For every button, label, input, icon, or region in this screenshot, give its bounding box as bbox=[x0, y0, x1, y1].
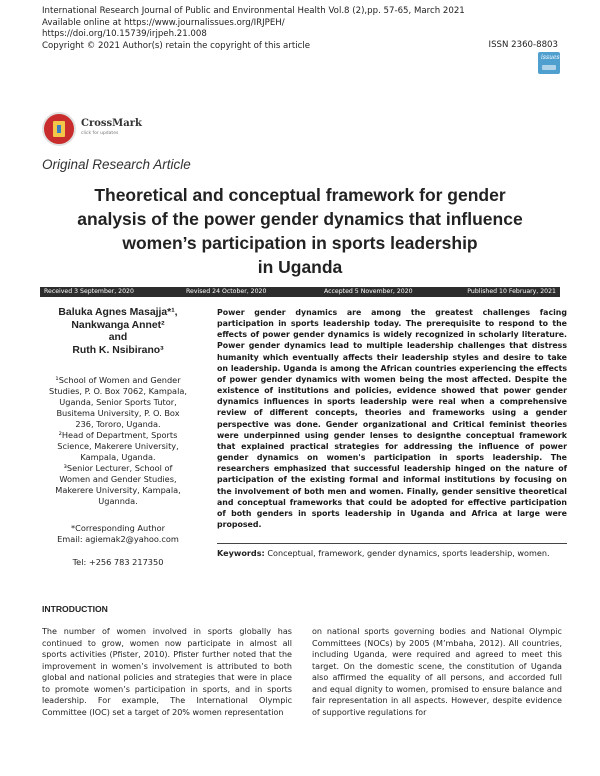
dates-bar bbox=[40, 287, 560, 297]
section-heading: INTRODUCTION bbox=[42, 604, 108, 614]
author-conjunction: and bbox=[108, 332, 128, 343]
revised-date: Revised 24 October, 2020 bbox=[186, 288, 267, 295]
affiliation-line: Women and Gender Studies, bbox=[59, 474, 177, 484]
article-title bbox=[40, 183, 560, 279]
abstract: Power gender dynamics are among the greatest challenges facing participation in sports leadership today. The prerequisite to respond to the effects of power gender dynamics is widely recognized in scholarly literature. Power gender dynamics lead to multiple leadership challenges that distress humanity which eventually affects their leadership styles and desire to take on leadership. Uganda is among the African countries experiencing the effects of power gender dynamics with women being the most affected. Despite the existence of institutions and policies, evidence showed that power gender dynamics influences in sports leadership were real when a comprehensive review of different concepts, theories and frameworks using a gender perspective was done. Gender organizational and Critical feminist theories were underpinned using gender lenses to designthe conceptual framework that explained practical strategies for addressing the influence of power gender dynamics on women's participation in sports leadership. The researchers emphasized that successful leadership hinged on the nature of participation of the existing formal and informal institutions by focusing on the involvement of both men and women. Finally, gender sensitive theoretical and conceptual frameworks that could be adopted for effective participation of both genders in sports leadership in Uganda and Africa at large were proposed. bbox=[217, 308, 567, 529]
intro-column-2: on national sports governing bodies and National Olympic Committees (NOCs) by 2005 (M’mbaha, 2012). All countries, including Uganda, were required and agreed to meet this target. On the domestic scene, the constitution of Uganda also affirmed the equality of all persons, and accorded full and equal dignity to women, promised to ensure balance and fair representation in all aspects. However, despite evidence of supportive regulations for bbox=[312, 627, 562, 717]
affiliation-line: 236, Tororo, Uganda. bbox=[75, 419, 161, 429]
published-date: Published 10 February, 2021 bbox=[467, 288, 556, 295]
journal-header bbox=[42, 6, 562, 52]
affiliation-line: Studies, P. O. Box 7062, Kampala, bbox=[49, 386, 187, 396]
affiliation-line: ³Senior Lecturer, School of bbox=[63, 463, 173, 473]
telephone: Tel: +256 783 217350 bbox=[72, 557, 164, 567]
keywords bbox=[217, 548, 567, 558]
doi-link[interactable]: https://doi.org/10.15739/irjpeh.21.008 bbox=[42, 29, 207, 39]
affiliations bbox=[40, 375, 196, 507]
corresponding-author bbox=[40, 523, 196, 545]
journal-url[interactable]: Available online at https://www.journalissues.org/IRJPEH/ bbox=[42, 17, 285, 28]
corresponding-email[interactable]: Email: agiemak2@yahoo.com bbox=[57, 534, 179, 544]
title-line: women’s participation in sports leadership bbox=[122, 233, 478, 253]
intro-column-1: The number of women involved in sports globally has continued to grow, women now participate in almost all sports activities (Pfister, 2010). Pfister further noted that the improvement in women’s involvement is attributed to both global and national policies and strategies that were in place to promote women’s participation in sports, and in sports leadership. For example, The International Olympic Committee (IOC) set a target of 20% women representation bbox=[42, 627, 292, 717]
corresponding-label: *Corresponding Author bbox=[71, 523, 165, 533]
journal-logo-text: issues bbox=[541, 54, 560, 61]
affiliation-line: Makerere University, Kampala, bbox=[55, 485, 181, 495]
affiliation-line: Ugannda. bbox=[98, 496, 138, 506]
article-type: Original Research Article bbox=[42, 157, 191, 172]
title-line: in Uganda bbox=[257, 257, 343, 277]
issn: ISSN 2360-8803 bbox=[488, 40, 558, 50]
affiliation-line: Science, Makerere University, bbox=[57, 441, 179, 451]
affiliation-line: Busitema University, P. O. Box bbox=[56, 408, 180, 418]
author-list bbox=[40, 307, 196, 357]
affiliation-line: Uganda, Senior Sports Tutor, bbox=[59, 397, 177, 407]
title-line: analysis of the power gender dynamics that influence bbox=[77, 209, 523, 229]
crossmark-sublabel: click for updates bbox=[81, 131, 119, 136]
divider bbox=[217, 543, 567, 544]
crossmark-label[interactable]: CrossMark bbox=[81, 118, 142, 129]
author-name: Nankwanga Annet² bbox=[71, 319, 165, 331]
received-date: Received 3 September, 2020 bbox=[44, 288, 134, 295]
keywords-text: Conceptual, framework, gender dynamics, sports leadership, women. bbox=[264, 548, 550, 558]
accepted-date: Accepted 5 November, 2020 bbox=[324, 288, 413, 295]
title-line: Theoretical and conceptual framework for gender bbox=[94, 185, 506, 205]
author-name: Ruth K. Nsibirano³ bbox=[72, 344, 164, 356]
keywords-label: Keywords: bbox=[217, 548, 265, 558]
affiliation-line: Kampala, Uganda. bbox=[80, 452, 156, 462]
affiliation-line: ²Head of Department, Sports bbox=[58, 430, 178, 440]
journal-logo-icon bbox=[538, 52, 560, 74]
copyright-line: Copyright © 2021 Author(s) retain the copyright of this article bbox=[42, 40, 310, 51]
author-name: Baluka Agnes Masajja*¹, bbox=[58, 307, 178, 318]
journal-citation: International Research Journal of Public and Environmental Health Vol.8 (2),pp. 57-65, March 2021 bbox=[42, 6, 465, 16]
affiliation-line: ¹School of Women and Gender bbox=[55, 375, 181, 385]
crossmark-icon[interactable] bbox=[42, 112, 76, 146]
